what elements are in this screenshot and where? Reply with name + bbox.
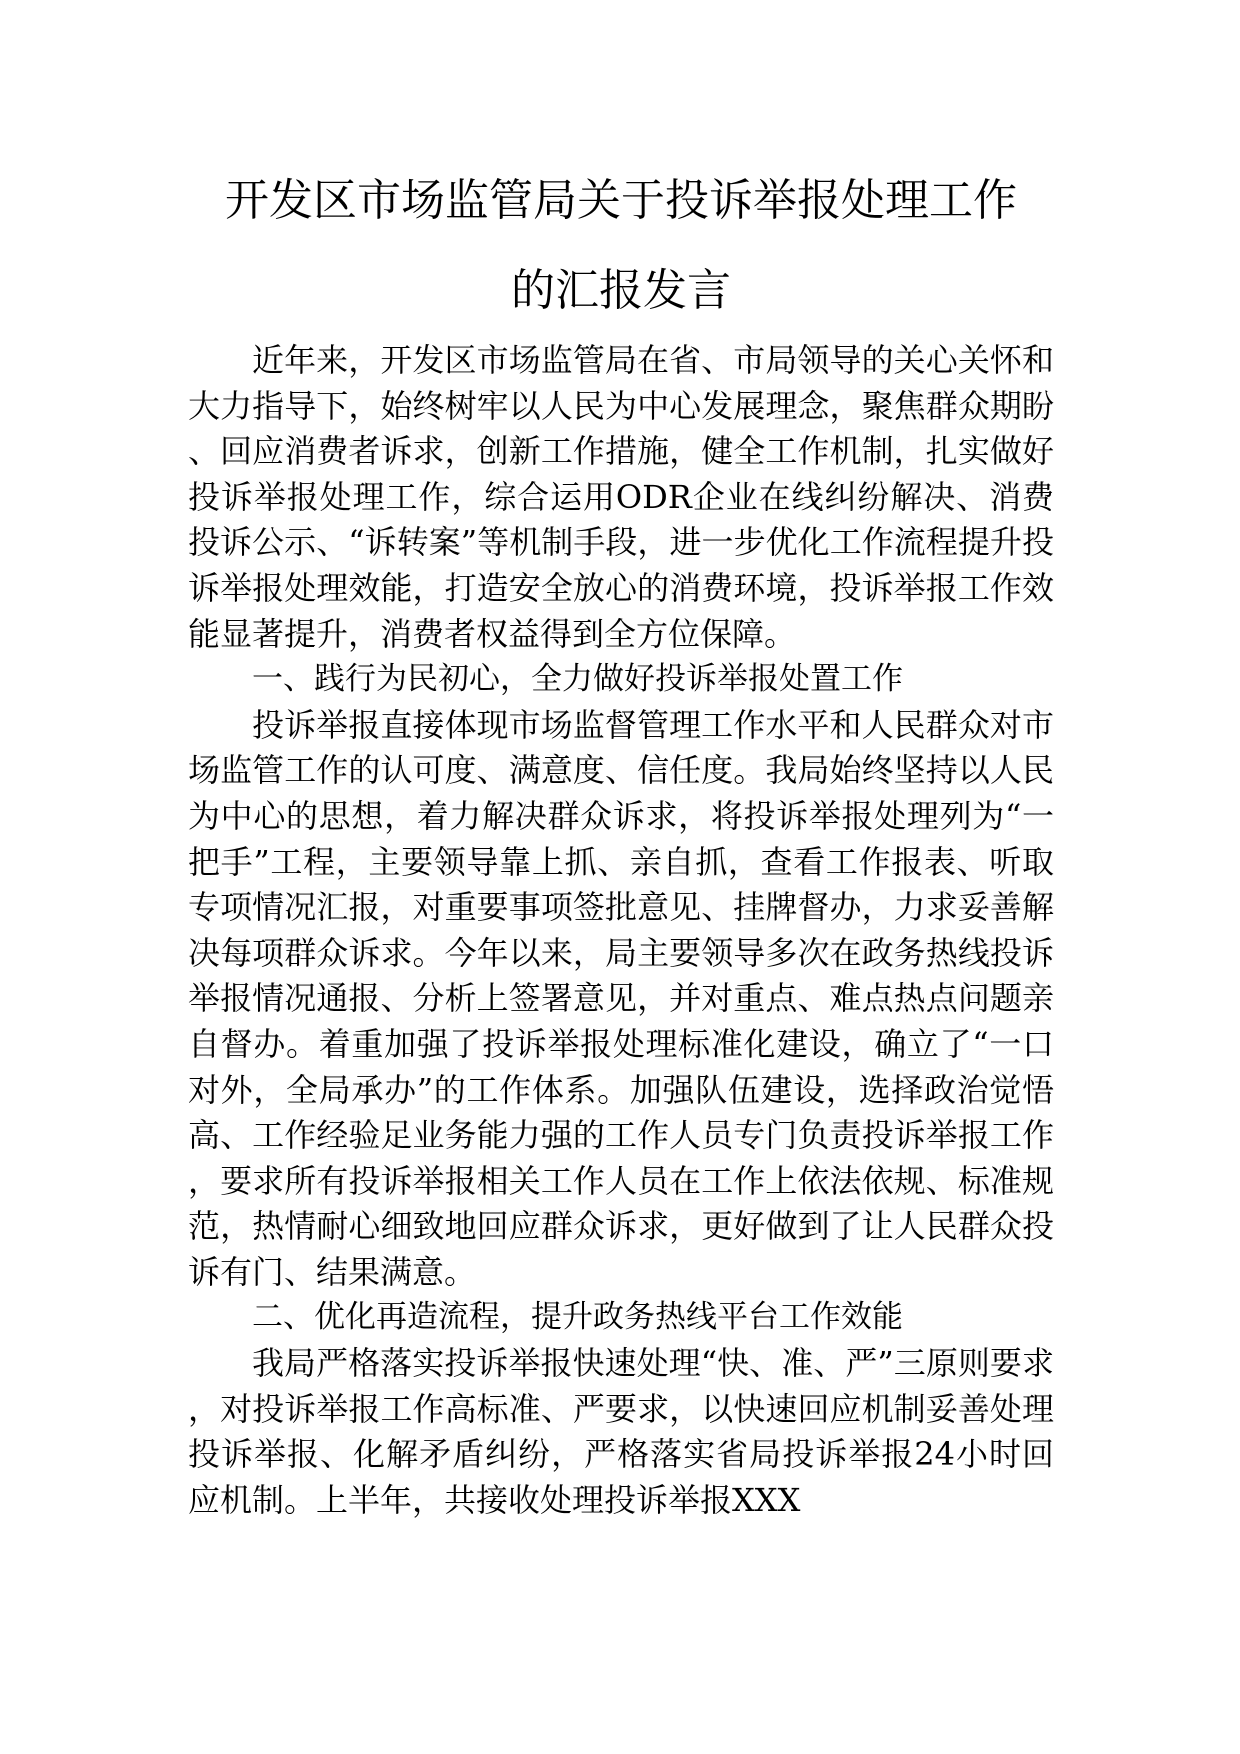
document-title-line-1: 开发区市场监管局关于投诉举报处理工作 [225, 175, 1017, 226]
section-2-heading: 二、优化再造流程，提升政务热线平台工作效能 [252, 1299, 903, 1336]
section-1-heading: 一、践行为民初心，全力做好投诉举报处置工作 [252, 661, 903, 698]
section-2-paragraph: 我局严格落实投诉举报快速处理“快、准、严”三原则要求，对投诉举报工作高标准、严要求，以快速回应机制妥善处理投诉举报、化解矛盾纠纷，严格落实省局投诉举报24小时回应机制。上半年，共接收处理投诉举报XXX [188, 1344, 1054, 1519]
section-1-paragraph: 投诉举报直接体现市场监督管理工作水平和人民群众对市场监管工作的认可度、满意度、信任度。我局始终坚持以人民为中心的思想，着力解决群众诉求，将投诉举报处理列为“一把手”工程，主要领导靠上抓、亲自抓，查看工作报表、听取专项情况汇报，对重要事项签批意见、挂牌督办，力求妥善解决每项群众诉求。今年以来，局主要领导多次在政务热线投诉举报情况通报、分析上签署意见，并对重点、难点热点问题亲自督办。着重加强了投诉举报处理标准化建设，确立了“一口对外，全局承办”的工作体系。加强队伍建设，选择政治觉悟高、工作经验足业务能力强的工作人员专门负责投诉举报工作，要求所有投诉举报相关工作人员在工作上依法依规、标准规范，热情耐心细致地回应群众诉求，更好做到了让人民群众投诉有门、结果满意。 [188, 705, 1054, 1291]
intro-paragraph: 近年来，开发区市场监管局在省、市局领导的关心关怀和大力指导下，始终树牢以人民为中心发展理念，聚焦群众期盼、回应消费者诉求，创新工作措施，健全工作机制，扎实做好投诉举报处理工作，综合运用ODR企业在线纠纷解决、消费投诉公示、“诉转案”等机制手段，进一步优化工作流程提升投诉举报处理效能，打造安全放心的消费环境，投诉举报工作效能显著提升，消费者权益得到全方位保障。 [188, 341, 1054, 653]
document-title-line-2: 的汇报发言 [511, 265, 731, 316]
document-body [188, 338, 1054, 1628]
